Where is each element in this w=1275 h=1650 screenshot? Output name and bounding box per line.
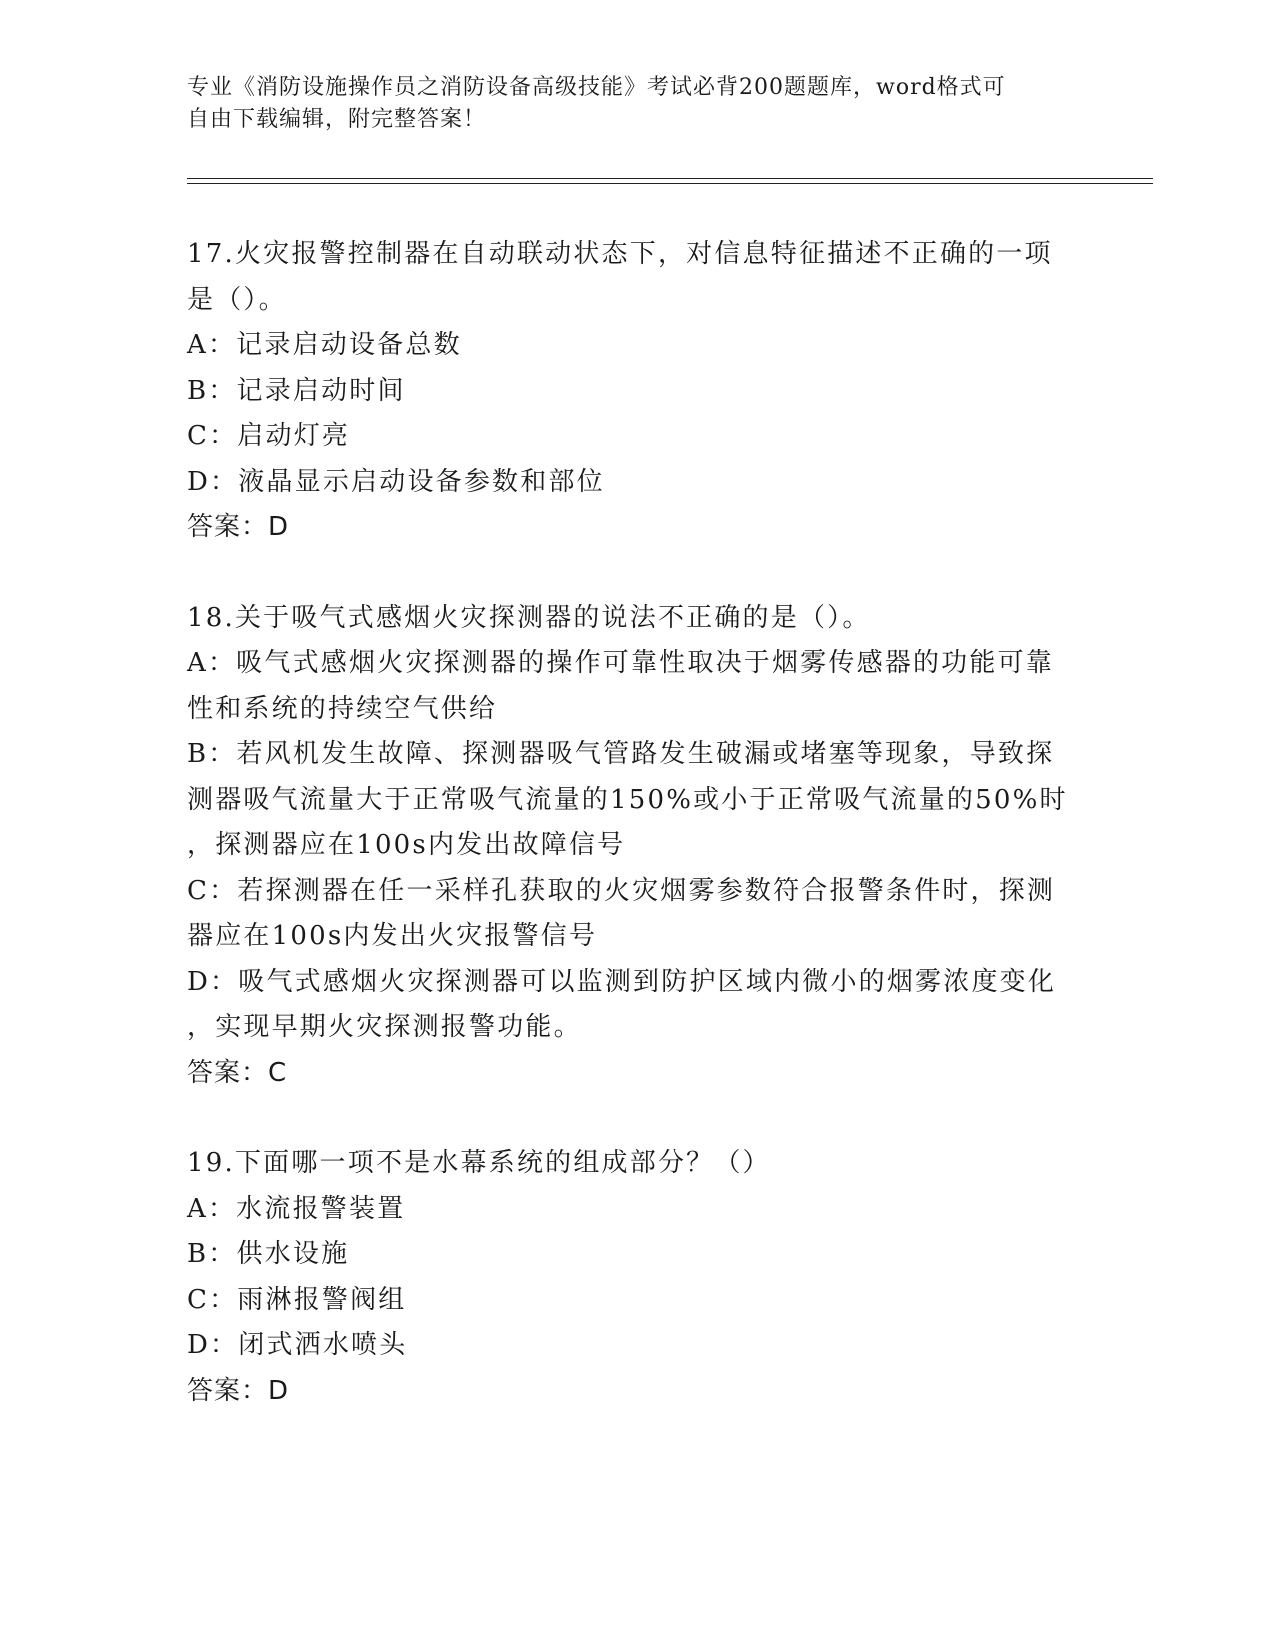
question-19	[187, 1141, 1077, 1414]
question-list	[187, 232, 1077, 1459]
option-d: D：液晶显示启动设备参数和部位	[187, 466, 605, 497]
option-a-line: A：吸气式感烟火灾探测器的操作可靠性取决于烟雾传感器的功能可靠	[187, 648, 1054, 678]
document-header	[187, 72, 1067, 136]
header-line-2: 自由下载编辑，附完整答案！	[187, 107, 487, 132]
question-stem-line: 19.下面哪一项不是水幕系统的组成部分？（）	[187, 1148, 771, 1178]
answer-label: 答案：D	[187, 1375, 290, 1406]
option-c-line: 器应在100s内发出火灾报警信号	[187, 921, 598, 951]
option-a: A：水流报警装置	[187, 1193, 406, 1224]
question-stem-line: 是（）。	[187, 284, 287, 315]
answer-label: 答案：D	[187, 512, 290, 542]
question-stem-line: 18.关于吸气式感烟火灾探测器的说法不正确的是（）。	[187, 602, 871, 633]
option-b-line: ，探测器应在100s内发出故障信号	[187, 830, 626, 860]
header-divider-bottom	[187, 183, 1153, 184]
question-stem-line: 17.火灾报警控制器在自动联动状态下，对信息特征描述不正确的一项	[187, 239, 1053, 269]
question-17	[187, 232, 1077, 551]
header-line-1: 专业《消防设施操作员之消防设备高级技能》考试必背200题题库，word格式可	[187, 75, 1006, 100]
option-a: A：记录启动设备总数	[187, 330, 462, 360]
option-b: B：供水设施	[187, 1239, 350, 1269]
option-c-line: C：若探测器在任一采样孔获取的火灾烟雾参数符合报警条件时，探测	[187, 875, 1056, 906]
option-b-line: B：若风机发生故障、探测器吸气管路发生破漏或堵塞等现象，导致探	[187, 739, 1055, 769]
option-d-line: ，实现早期火灾探测报警功能。	[187, 1012, 582, 1042]
option-b-line: 测器吸气流量大于正常吸气流量的150%或小于正常吸气流量的50%时	[187, 784, 1068, 815]
header-divider-top	[187, 178, 1153, 179]
answer-label: 答案：C	[187, 1057, 288, 1088]
option-a-line: 性和系统的持续空气供给	[187, 693, 498, 724]
question-18	[187, 596, 1077, 1097]
option-c: C：雨淋报警阀组	[187, 1284, 407, 1315]
option-c: C：启动灯亮	[187, 421, 351, 451]
option-d: D：闭式洒水喷头	[187, 1330, 408, 1360]
option-d-line: D：吸气式感烟火灾探测器可以监测到防护区域内微小的烟雾浓度变化	[187, 966, 1057, 997]
option-b: B：记录启动时间	[187, 375, 406, 406]
